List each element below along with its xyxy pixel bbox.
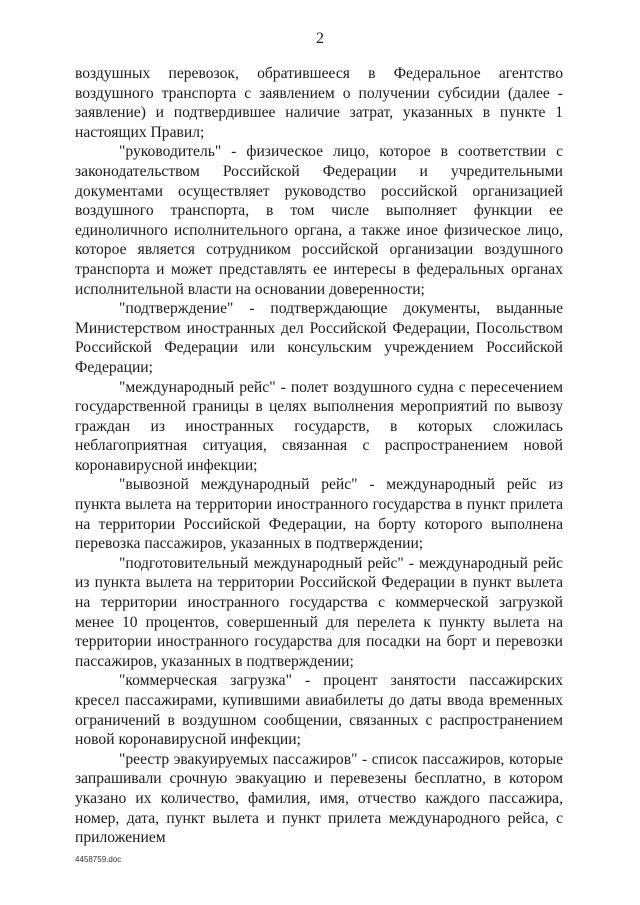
definition-podtverzhdenie: "подтверждение" - подтверждающие документы, выданные Министерством иностранных дел Российской Федерации, Посольством Российской Федерации или консульским учреждением Российской Федерации; [75, 300, 563, 376]
definition-reestr-passazhirov: "реестр эвакуируемых пассажиров" - список пассажиров, которые запрашивали срочную эвакуацию и перевезены бесплатно, в котором указано их количество, фамилия, имя, отчество каждого пассажира, номер, дата, пункт вылета и пункт прилета международного рейса, с приложением [75, 750, 563, 847]
definition-podgotovitelnyi-reis: "подготовительный международный рейс" - международный рейс из пункта вылета на территории Российской Федерации в пункт вылета на территории иностранного государства с коммерческой загрузкой менее 10 процентов, совершенный для перелета к пункту вылета на территории иностранного государства для посадки на борт и перевозки пассажиров, указанных в подтверждении; [75, 554, 563, 670]
document-file-code: 4458759.doc [75, 855, 122, 864]
definition-rukovoditel: "руководитель" - физическое лицо, которое в соответствии с законодательством Российской Федерации и учредительными документами осуществляет руководство российской организацией воздушного транспорта, в том числе выполняет функции ее единоличного исполнительного органа, а также иное физическое лицо, которое является сотрудником российской организации воздушного транспорта и может представлять ее интересы в федеральных органах исполнительной власти на основании доверенности; [75, 143, 563, 298]
definition-kommercheskaya-zagruzka: "коммерческая загрузка" - процент занятости пассажирских кресел пассажирами, купившими авиабилеты до даты ввода временных ограничений в воздушном сообщении, связанных с распространением новой коронавирусной инфекции; [75, 672, 563, 749]
definition-vyvoznoi-reis: "вывозной международный рейс" - международный рейс из пункта вылета на территории иностранного государства в пункт прилета на территории Российской Федерации, на борту которого выполнена перевозка пассажиров, указанных в подтверждении; [75, 476, 563, 553]
document-body [75, 64, 563, 848]
page-number: 2 [316, 30, 324, 47]
definition-mezhdunarodnyi-reis: "международный рейс" - полет воздушного судна с пересечением государственной границы в целях выполнения мероприятий по вывозу граждан из иностранных государств, в которых сложилась неблагоприятная ситуация, связанная с распространением новой коронавирусной инфекции; [75, 378, 563, 474]
paragraph-continuation: воздушных перевозок, обратившееся в Федеральное агентство воздушного транспорта с заявлением о получении субсидии (далее - заявление) и подтвердившее наличие затрат, указанных в пункте 1 настоящих Правил; [75, 65, 563, 141]
